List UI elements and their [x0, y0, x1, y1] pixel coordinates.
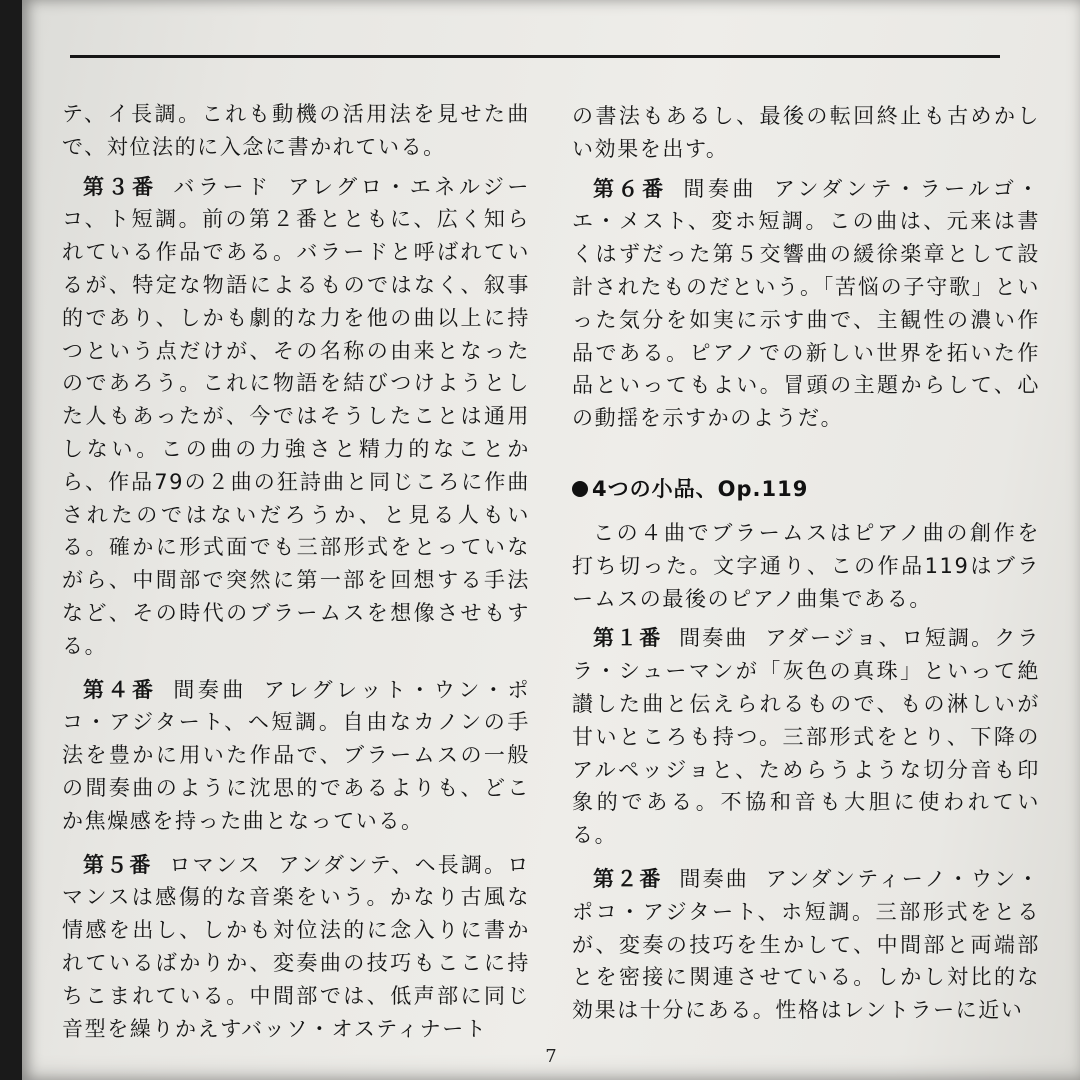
- entry-label: 第５番: [83, 852, 153, 877]
- page-number: 7: [545, 1046, 557, 1067]
- entry-op119-no1: [572, 622, 1040, 852]
- entry-body: アダージョ、ロ短調。クララ・シューマンが「灰色の真珠」といって絶讃した曲と伝えられるもので、もの淋しいが甘いところも持つ。三部形式をとり、下降のアルペッジョと、ためらうような切分音も印象的である。不協和音も大胆に使われている。: [572, 626, 1040, 848]
- bullet-circle-icon: [572, 481, 588, 497]
- entry-body: アレグロ・エネルジーコ、ト短調。前の第２番とともに、広く知られている作品である。バラードと呼ばれているが、特定な物語によるものではなく、叙事的であり、しかも劇的な力を他の曲以上に持つという点だけが、その名称の由来となったのであろう。これに物語を結びつけようとした人もあったが、今ではそうしたことは通用しない。この曲の力強さと精力的なことから、作品79の２曲の狂詩曲と同じころに作曲されたのではないだろうか、と見る人もいる。確かに形式面でも三部形式をとっていながら、中間部で突然に第一部を回想する手法など、その時代のブラームスを想像させもする。: [62, 174, 530, 658]
- section-title: 4つの小品: [592, 476, 696, 501]
- section-heading: [572, 473, 1040, 503]
- right-column: [572, 100, 1040, 1027]
- entry-label: 第６番: [593, 176, 667, 201]
- entry-title: 間奏曲: [173, 677, 247, 702]
- entry-body: アンダンテ・ラールゴ・エ・メスト、変ホ短調。この曲は、元来は書くはずだった第５交響曲の緩徐楽章として設計されたものだという。「苦悩の子守歌」といった気分を如実に示す曲で、主観性の濃い作品である。ピアノでの新しい世界を拓いた作品といってもよい。冒頭の主題からして、心の動揺を示すかのようだ。: [572, 176, 1040, 431]
- booklet-page: [22, 0, 1080, 1080]
- entry-body: アレグレット・ウン・ポコ・アジタート、ヘ短調。自由なカノンの手法を豊かに用いた作品で、ブラームスの一般の間奏曲のように沈思的であるよりも、どこか焦燥感を持った曲となっている。: [62, 677, 530, 833]
- section-intro: この４曲でブラームスはピアノ曲の創作を打ち切った。文字通り、この作品119はブラームスの最後のピアノ曲集である。: [572, 520, 1040, 611]
- entry-label: 第３番: [83, 174, 157, 199]
- entry-label: 第２番: [593, 866, 663, 891]
- entry-body: アンダンテ、ヘ長調。ロマンスは感傷的な音楽をいう。かなり古風な情感を出し、しかも対位法的に念入りに書かれているばかりか、変奏曲の技巧もここに持ちこまれている。中間部では、低声部に同じ音型を繰りかえすバッソ・オスティナート: [62, 852, 530, 1041]
- entry-title: バラード: [173, 174, 272, 199]
- entry-op119-no2: [572, 863, 1040, 1027]
- entry-title: 間奏曲: [679, 866, 749, 891]
- entry-label: 第１番: [593, 626, 663, 651]
- continued-paragraph: テ、イ長調。これも動機の活用法を見せた曲で、対位法的に入念に書かれている。: [62, 102, 530, 159]
- entry-title: 間奏曲: [683, 176, 758, 201]
- entry-no3: [62, 171, 530, 663]
- section-opus: 、Op.119: [695, 476, 809, 501]
- entry-label: 第４番: [83, 677, 157, 702]
- entry-title: 間奏曲: [679, 626, 749, 651]
- entry-no4: [62, 674, 530, 838]
- continued-paragraph: の書法もあるし、最後の転回終止も古めかしい効果を出す。: [572, 104, 1040, 161]
- entry-title: ロマンス: [169, 852, 262, 877]
- left-column: [62, 98, 530, 1045]
- header-rule: [70, 55, 1000, 58]
- entry-no5: [62, 849, 530, 1046]
- entry-no6: [572, 173, 1040, 435]
- entry-body: アンダンティーノ・ウン・ポコ・アジタート、ホ短調。三部形式をとるが、変奏の技巧を生かして、中間部と両端部とを密接に関連させている。しかし対比的な効果は十分にある。性格はレントラーに近い: [572, 866, 1040, 1023]
